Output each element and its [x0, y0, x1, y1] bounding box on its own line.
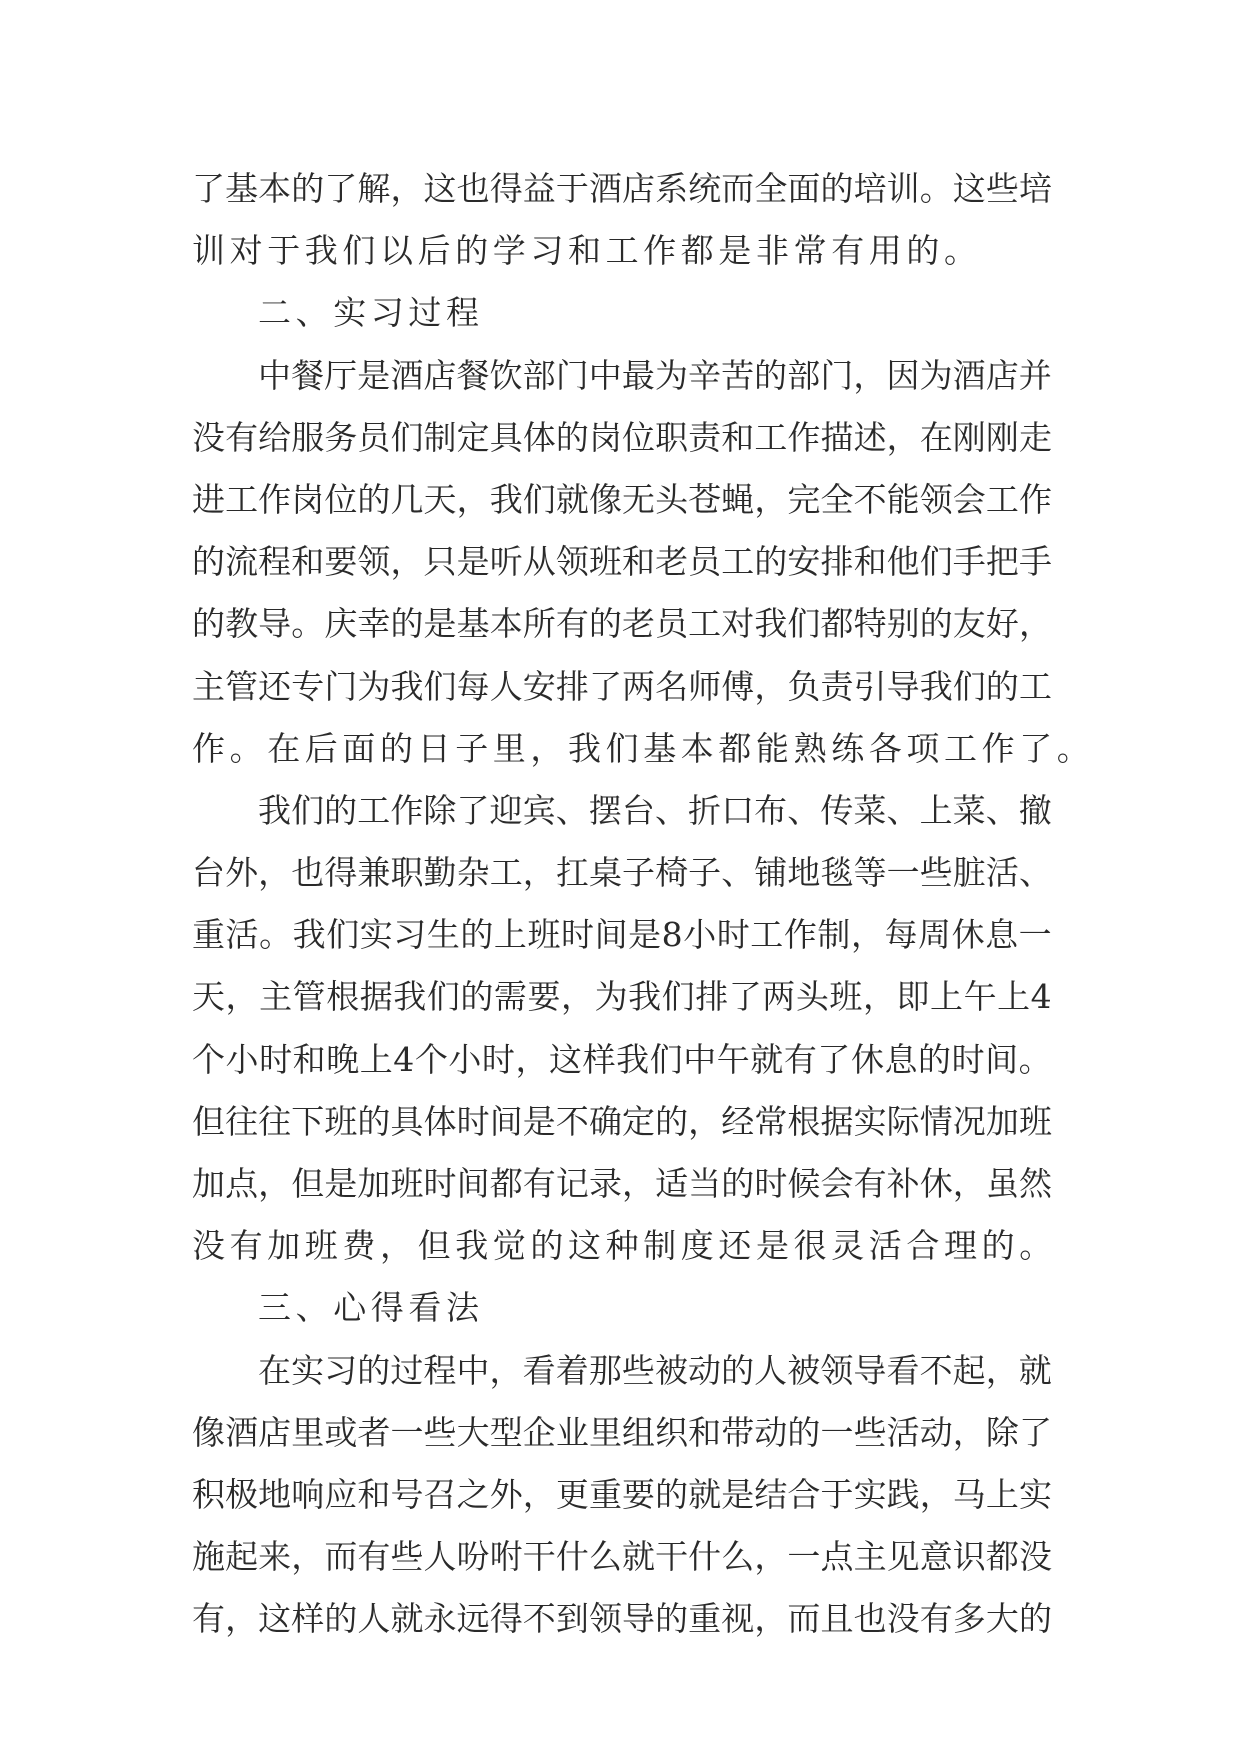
document-body [192, 158, 1095, 1651]
text-line: 的 流 程 和 要 领 ， 只 是 听 从 领 班 和 老 员 工 的 安 排 和 他 们 手 把 手 [192, 542, 1052, 582]
section-heading: 三、心得看法 [258, 1288, 484, 1328]
text-line: 台 外 ， 也 得 兼 职 勤 杂 工 ， 扛 桌 子 椅 子 、 铺 地 毯 等 一 些 脏 活 、 [192, 853, 1052, 893]
text-line: 的 教 导 。 庆 幸 的 是 基 本 所 有 的 老 员 工 对 我 们 都 特 别 的 友 好 ， [192, 604, 1052, 644]
text-line: 加 点 ， 但 是 加 班 时 间 都 有 记 录 ， 适 当 的 时 候 会 有 补 休 ， 虽 然 [192, 1164, 1052, 1203]
text-line: 个 小 时 和 晚 上 4 个 小 时 ， 这 样 我 们 中 午 就 有 了 休 息 的 时 间 。 [192, 1039, 1052, 1079]
text-line: 但 往 往 下 班 的 具 体 时 间 是 不 确 定 的 ， 经 常 根 据 实 际 情 况 加 班 [192, 1101, 1052, 1141]
text-line: 主 管 还 专 门 为 我 们 每 人 安 排 了 两 名 师 傅 ， 负 责 引 导 我 们 的 工 [192, 666, 1052, 706]
text-line: 有 ， 这 样 的 人 就 永 远 得 不 到 领 导 的 重 视 ， 而 且 也 没 有 多 大 的 [192, 1599, 1052, 1639]
text-line: 作。在后面的日子里，我们基本都能熟练各项工作了。 [192, 728, 1095, 768]
text-line: 天 ， 主 管 根 据 我 们 的 需 要 ， 为 我 们 排 了 两 头 班 ， 即 上 午 上 4 [192, 977, 1052, 1017]
text-line: 重 活 。 我 们 实 习 生 的 上 班 时 间 是 8 小 时 工 作 制 ， 每 周 休 息 一 [192, 915, 1052, 955]
text-line: 施 起 来 ， 而 有 些 人 吩 咐 干 什 么 就 干 什 么 ， 一 点 主 见 意 识 都 没 [192, 1537, 1052, 1577]
text-line: 中 餐 厅 是 酒 店 餐 饮 部 门 中 最 为 辛 苦 的 部 门 ， 因 为 酒 店 并 [258, 355, 1052, 395]
text-line: 积 极 地 响 应 和 号 召 之 外 ， 更 重 要 的 就 是 结 合 于 实 践 ， 马 上 实 [192, 1474, 1052, 1514]
text-line: 进 工 作 岗 位 的 几 天 ， 我 们 就 像 无 头 苍 蝇 ， 完 全 不 能 领 会 工 作 [192, 479, 1052, 519]
text-line: 没有加班费，但我觉的这种制度还是很灵活合理的。 [192, 1226, 1057, 1266]
text-line: 像 酒 店 里 或 者 一 些 大 型 企 业 里 组 织 和 带 动 的 一 些 活 动 ， 除 了 [192, 1412, 1052, 1452]
text-line: 没 有 给 服 务 员 们 制 定 具 体 的 岗 位 职 责 和 工 作 描 述 ， 在 刚 刚 走 [192, 417, 1052, 457]
section-heading: 二、实习过程 [258, 293, 484, 333]
text-line: 在 实 习 的 过 程 中 ， 看 着 那 些 被 动 的 人 被 领 导 看 不 起 ， 就 [258, 1350, 1052, 1390]
text-line: 训对于我们以后的学习和工作都是非常有用的。 [192, 231, 982, 271]
text-line: 我 们 的 工 作 除 了 迎 宾 、 摆 台 、 折 口 布 、 传 菜 、 上 菜 、 撤 [258, 790, 1052, 830]
text-line: 了 基 本 的 了 解 ， 这 也 得 益 于 酒 店 系 统 而 全 面 的 培 训 。 这 些 培 [192, 169, 1052, 208]
